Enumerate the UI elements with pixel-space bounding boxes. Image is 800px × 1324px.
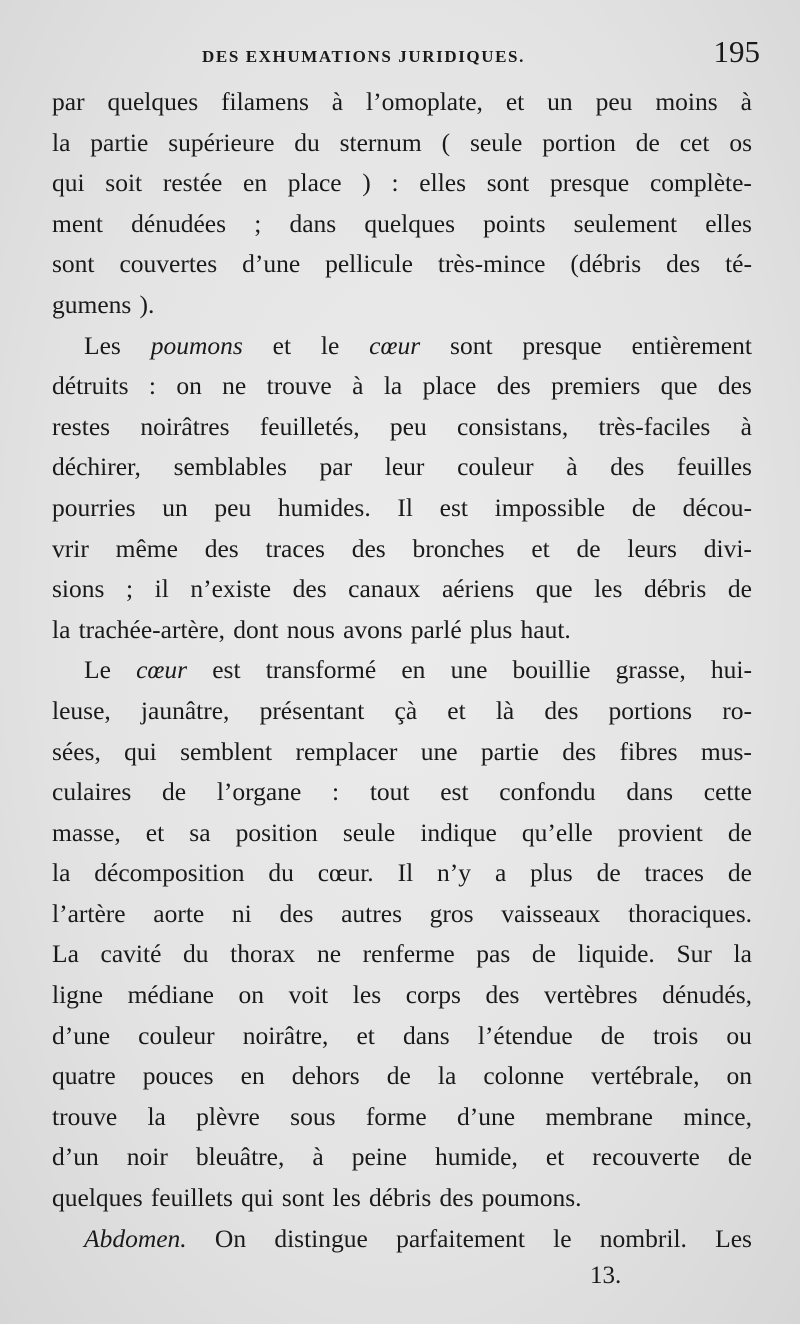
text-line: ligne médiane on voit les corps des vertèbres dénudés, — [52, 980, 752, 1010]
text-line: restes noirâtres feuilletés, peu consistans, très-faciles à — [52, 411, 752, 441]
body-text — [52, 82, 752, 1259]
page-footer — [52, 1262, 760, 1302]
text-line: pourries un peu humides. Il est impossible de décou- — [52, 492, 752, 522]
text-line: sont couvertes d’une pellicule très-mince (débris des té- — [52, 249, 752, 279]
text-line: leuse, jaunâtre, présentant çà et là des portions ro- — [52, 695, 752, 725]
text-line: culaires de l’organe : tout est confondu dans cette — [52, 777, 752, 807]
text-line: gumens ). — [52, 289, 155, 319]
text-line: l’artère aorte ni des autres gros vaisseaux thoraciques. — [52, 898, 752, 928]
text-line: quatre pouces en dehors de la colonne vertébrale, on — [52, 1061, 752, 1091]
text-line: sées, qui semblent remplacer une partie des fibres mus- — [52, 736, 752, 766]
text-line: La cavité du thorax ne renferme pas de liquide. Sur la — [52, 939, 752, 969]
text-line: la trachée-artère, dont nous avons parlé plus haut. — [52, 614, 571, 644]
text-line: la décomposition du cœur. Il n’y a plus de traces de — [52, 858, 752, 888]
text-line: trouve la plèvre sous forme d’une membrane mince, — [52, 1101, 752, 1131]
text-line: qui soit restée en place ) : elles sont presque complète- — [52, 168, 752, 198]
page-number: 195 — [713, 34, 760, 69]
text-line: Le cœur est transformé en une bouillie grasse, hui- — [84, 655, 752, 685]
text-line: quelques feuillets qui sont les débris des poumons. — [52, 1183, 582, 1213]
text-line: ment dénudées ; dans quelques points seulement elles — [52, 208, 752, 238]
text-line: masse, et sa position seule indique qu’elle provient de — [52, 817, 752, 847]
text-line: la partie supérieure du sternum ( seule portion de cet os — [52, 127, 752, 157]
text-line: par quelques filamens à l’omoplate, et un peu moins à — [52, 87, 752, 116]
text-line: Les poumons et le cœur sont presque entièrement — [84, 330, 752, 360]
running-title: DES EXHUMATIONS JURIDIQUES. — [202, 47, 525, 66]
text-line: vrir même des traces des bronches et de leurs divi- — [52, 533, 752, 563]
text-line: détruits : on ne trouve à la place des premiers que des — [52, 371, 752, 401]
text-line: d’un noir bleuâtre, à peine humide, et recouverte de — [52, 1142, 752, 1172]
signature-mark: 13. — [590, 1262, 622, 1289]
page-header — [52, 34, 760, 74]
text-line: déchirer, semblables par leur couleur à des feuilles — [52, 452, 752, 482]
text-line: sions ; il n’existe des canaux aériens que les débris de — [52, 574, 752, 604]
text-line: Abdomen. On distingue parfaitement le nombril. Les — [84, 1223, 752, 1253]
text-line: d’une couleur noirâtre, et dans l’étendue de trois ou — [52, 1020, 752, 1050]
